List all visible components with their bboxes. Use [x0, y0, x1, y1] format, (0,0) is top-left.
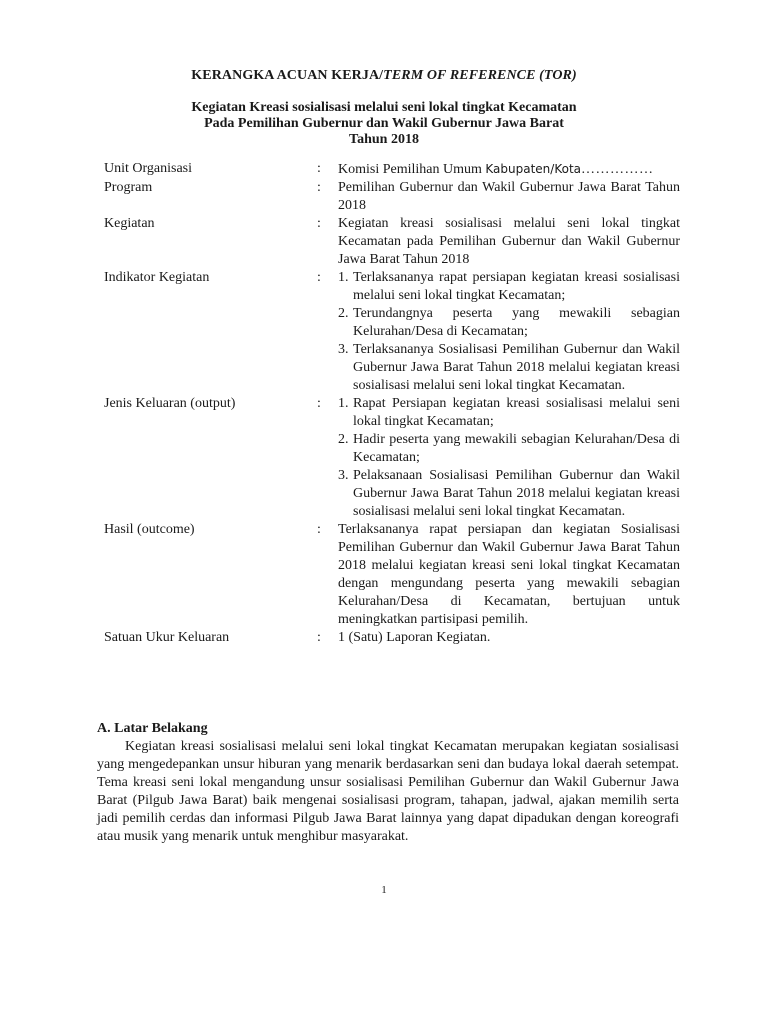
info-value — [338, 160, 680, 179]
title-main: KERANGKA ACUAN KERJA/ — [191, 68, 384, 83]
list-item-text: Terlaksananya rapat persiapan kegiatan kreasi sosialisasi melalui seni lokal tingkat Kecamatan; — [353, 270, 680, 303]
info-colon: : — [317, 522, 321, 537]
page-number: 1 — [381, 884, 387, 896]
section-paragraph: Kegiatan kreasi sosialisasi melalui seni lokal tingkat Kecamatan merupakan kegiatan sosialisasi yang mengedepankan unsur hiburan yang menarik berdasarkan seni dan budaya lokal daerah setempat. Tema kreasi seni lokal mengandung unsur sosialisasi Pemilihan Gubernur dan Wakil Gubernur Jawa Barat (Pilgub Jawa Barat) baik mengenai sosialisasi program, tahapan, jadwal, ajakan memilih serta jadi pemilih cerdas dan informasi Pilgub Jawa Barat lainnya yang dapat dipadukan dengan koreografi atau musik yang menarik untuk menghibur masyarakat. — [97, 739, 679, 844]
subtitle-line-1: Kegiatan Kreasi sosialisasi melalui seni lokal tingkat Kecamatan — [191, 100, 577, 115]
info-value: Terlaksananya rapat persiapan dan kegiatan Sosialisasi Pemilihan Gubernur dan Wakil Gubernur Jawa Barat Tahun 2018 melalui kegiatan kreasi seni lokal tingkat Kecamatan dengan mengundang peserta yang mewakili sebagian Kelurahan/Desa di Kecamatan, bertujuan untuk meningkatkan partisipasi pemilih. — [338, 522, 680, 627]
info-label: Indikator Kegiatan — [104, 270, 210, 285]
unit-value-prefix: Komisi Pemilihan Umum — [338, 162, 486, 177]
list-item-number: 1. — [338, 396, 349, 411]
title-italic: TERM OF REFERENCE (TOR) — [383, 68, 577, 83]
info-colon: : — [317, 180, 321, 195]
keluaran-list — [338, 395, 680, 521]
info-row-unit — [104, 160, 680, 179]
info-label: Unit Organisasi — [104, 161, 193, 176]
info-label: Hasil (outcome) — [104, 522, 195, 537]
info-value: Kegiatan kreasi sosialisasi melalui seni lokal tingkat Kecamatan pada Pemilihan Gubernur dan Wakil Gubernur Jawa Barat Tahun 2018 — [338, 216, 680, 267]
list-item-text: Terundangnya peserta yang mewakili sebagian Kelurahan/Desa di Kecamatan; — [353, 306, 680, 339]
info-value — [338, 395, 680, 521]
info-value — [338, 269, 680, 395]
document-title — [0, 68, 768, 84]
info-row-hasil — [104, 521, 680, 629]
info-label: Program — [104, 180, 153, 195]
list-item-number: 2. — [338, 432, 349, 447]
list-item-number: 3. — [338, 342, 349, 357]
info-colon: : — [317, 161, 321, 176]
list-item — [338, 269, 680, 305]
list-item — [338, 305, 680, 341]
info-row-indikator — [104, 269, 680, 395]
indikator-list — [338, 269, 680, 395]
section-heading: A. Latar Belakang — [97, 721, 208, 736]
list-item — [338, 467, 680, 521]
info-value: 1 (Satu) Laporan Kegiatan. — [338, 630, 491, 645]
info-row-keluaran — [104, 395, 680, 521]
section-latar-belakang — [97, 720, 679, 846]
document-subtitle — [0, 100, 768, 148]
list-item — [338, 341, 680, 395]
list-item — [338, 395, 680, 431]
subtitle-line-2: Pada Pemilihan Gubernur dan Wakil Gubernur Jawa Barat — [204, 116, 564, 131]
list-item-text: Rapat Persiapan kegiatan kreasi sosialisasi melalui seni lokal tingkat Kecamatan; — [353, 396, 680, 429]
unit-value-kota: Kabupaten/Kota — [485, 162, 582, 176]
subtitle-line-3: Tahun 2018 — [349, 132, 419, 147]
info-label: Kegiatan — [104, 216, 155, 231]
info-value: Pemilihan Gubernur dan Wakil Gubernur Jawa Barat Tahun 2018 — [338, 180, 680, 213]
info-label: Jenis Keluaran (output) — [104, 396, 236, 411]
info-colon: : — [317, 630, 321, 645]
list-item-text: Hadir peserta yang mewakili sebagian Kelurahan/Desa di Kecamatan; — [353, 432, 680, 465]
info-colon: : — [317, 216, 321, 231]
list-item-text: Terlaksananya Sosialisasi Pemilihan Gubernur dan Wakil Gubernur Jawa Barat Tahun 2018 melalui kegiatan kreasi sosialisasi melalui seni lokal tingkat Kecamatan. — [353, 342, 680, 393]
info-row-program — [104, 179, 680, 215]
info-table — [104, 160, 680, 647]
info-colon: : — [317, 270, 321, 285]
info-row-satuan — [104, 629, 680, 647]
unit-value-dots: …………… — [581, 162, 654, 177]
section-body — [97, 738, 679, 846]
info-colon: : — [317, 396, 321, 411]
info-label: Satuan Ukur Keluaran — [104, 630, 230, 645]
list-item — [338, 431, 680, 467]
list-item-number: 2. — [338, 306, 349, 321]
info-row-kegiatan — [104, 215, 680, 269]
list-item-text: Pelaksanaan Sosialisasi Pemilihan Gubernur dan Wakil Gubernur Jawa Barat Tahun 2018 melalui kegiatan kreasi sosialisasi melalui seni lokal tingkat Kecamatan. — [353, 468, 680, 519]
list-item-number: 1. — [338, 270, 349, 285]
list-item-number: 3. — [338, 468, 349, 483]
